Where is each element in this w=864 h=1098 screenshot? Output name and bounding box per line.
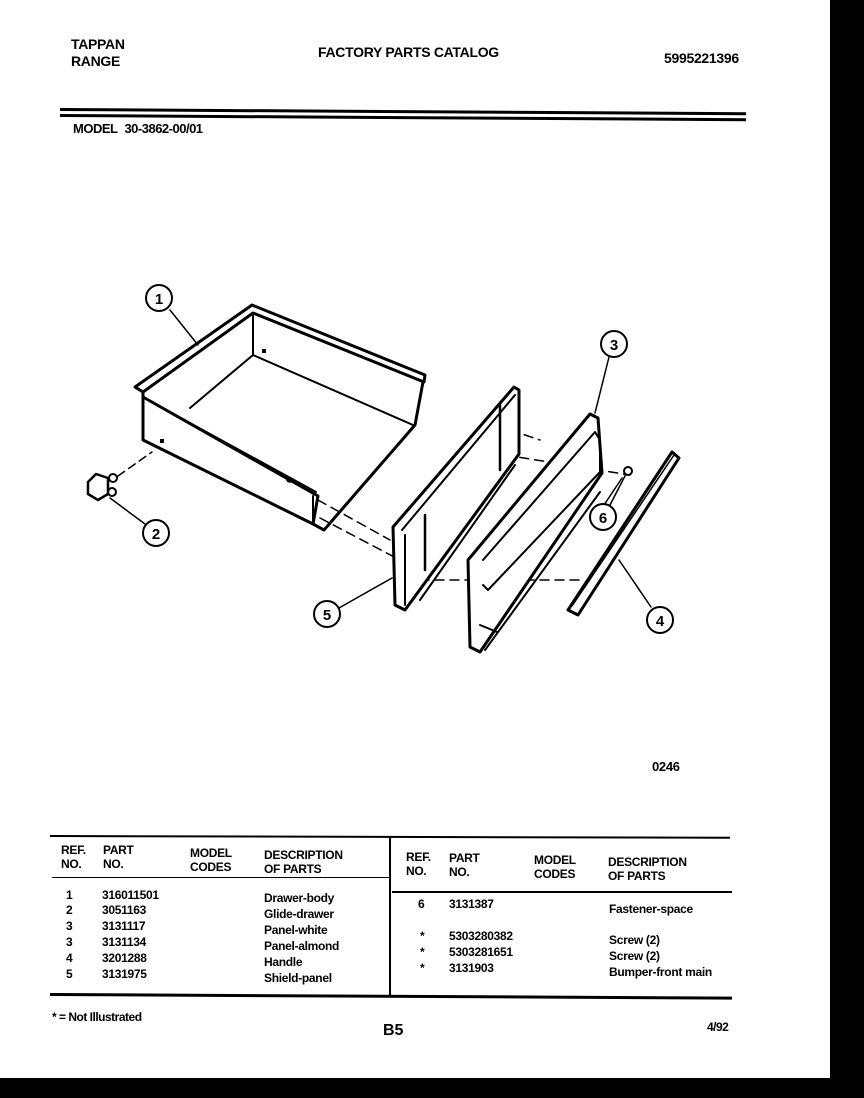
scan-top-edge [0, 0, 864, 6]
table-row-ref: 3 [66, 919, 73, 933]
right-row-part-0: 3131387 [449, 897, 494, 911]
header-model-codes-left: MODEL CODES [190, 846, 232, 874]
left-ref-column [66, 887, 72, 982]
table-row-description: Panel-almond [264, 939, 340, 953]
table-row-part: 3131975 [102, 967, 147, 981]
figure-code: 0246 [652, 759, 680, 774]
scan-bottom-border [0, 1078, 864, 1098]
not-illustrated-footnote: * = Not Illustrated [52, 1010, 142, 1024]
table-row-part: 3131134 [102, 935, 146, 949]
header-part-no-right: PART NO. [449, 851, 480, 879]
table-row-part: 5303280382 [449, 929, 513, 943]
model-label: MODEL [73, 121, 118, 136]
table-row-ref: * [420, 945, 425, 959]
scan-right-border [830, 0, 864, 1098]
table-row-ref: * [420, 929, 425, 943]
right-part-column [449, 928, 513, 976]
header-ref-no-left: REF. NO. [61, 843, 86, 871]
table-column-divider [389, 837, 391, 997]
table-row-ref: 5 [66, 967, 73, 981]
right-row-ref-0: 6 [418, 897, 425, 911]
exploded-parts-diagram [0, 260, 830, 680]
callout-5 [314, 601, 340, 627]
svg-text:3: 3 [609, 337, 619, 354]
svg-text:2: 2 [151, 526, 161, 543]
callout-2 [143, 520, 169, 546]
table-row-part: 3131117 [102, 919, 146, 933]
table-row-description: Handle [264, 955, 303, 969]
header-description-right: DESCRIPTION OF PARTS [608, 855, 687, 883]
table-row-ref: * [420, 961, 425, 975]
table-row-ref: 1 [66, 888, 73, 902]
table-row-part: 5303281651 [449, 945, 513, 959]
glide-drawer-drawing [88, 452, 152, 500]
page-number: B5 [383, 1022, 404, 1039]
left-description-column [264, 890, 339, 986]
brand-name: TAPPAN [71, 36, 125, 52]
header-description-left: DESCRIPTION OF PARTS [264, 848, 343, 876]
drawer-body-drawing [135, 305, 425, 530]
table-header-rule-right [392, 891, 732, 893]
svg-text:6: 6 [598, 510, 608, 527]
table-row-part: 316011501 [102, 888, 159, 902]
right-row-description-0: Fastener-space [609, 902, 693, 916]
brand-block [71, 36, 125, 70]
table-row-description: Panel-white [264, 923, 328, 937]
table-row-description: Glide-drawer [264, 907, 334, 921]
table-row-ref: 4 [66, 951, 73, 965]
table-header-rule-left [52, 877, 390, 878]
right-ref-column [420, 928, 424, 976]
catalog-number: 5995221396 [664, 50, 739, 66]
callout-3 [601, 331, 627, 357]
table-row-ref: 2 [66, 903, 73, 917]
callout-1 [146, 285, 172, 311]
table-row-part: 3201288 [102, 951, 147, 965]
model-number: 30-3862-00/01 [124, 121, 203, 136]
right-description-column [609, 932, 712, 980]
table-row-description: Drawer-body [264, 891, 335, 905]
svg-text:5: 5 [322, 607, 332, 624]
callout-6 [590, 504, 616, 530]
callout-4 [647, 607, 673, 633]
table-row-ref: 3 [66, 935, 73, 949]
svg-text:1: 1 [154, 291, 164, 308]
table-row-description: Shield-panel [264, 971, 332, 985]
catalog-title: FACTORY PARTS CATALOG [318, 44, 499, 60]
table-row-part: 3051163 [102, 903, 146, 917]
revision-date: 4/92 [707, 1020, 729, 1034]
product-type: RANGE [71, 53, 121, 69]
header-ref-no-right: REF. NO. [406, 850, 431, 878]
model-line [73, 121, 203, 136]
table-row-description: Screw (2) [609, 933, 660, 947]
header-part-no-left: PART NO. [103, 843, 134, 871]
header-model-codes-right: MODEL CODES [534, 853, 576, 881]
table-row-description: Screw (2) [609, 949, 660, 963]
left-part-column [102, 887, 159, 982]
svg-text:4: 4 [655, 613, 665, 630]
table-row-description: Bumper-front main [609, 965, 712, 979]
table-row-part: 3131903 [449, 961, 494, 975]
